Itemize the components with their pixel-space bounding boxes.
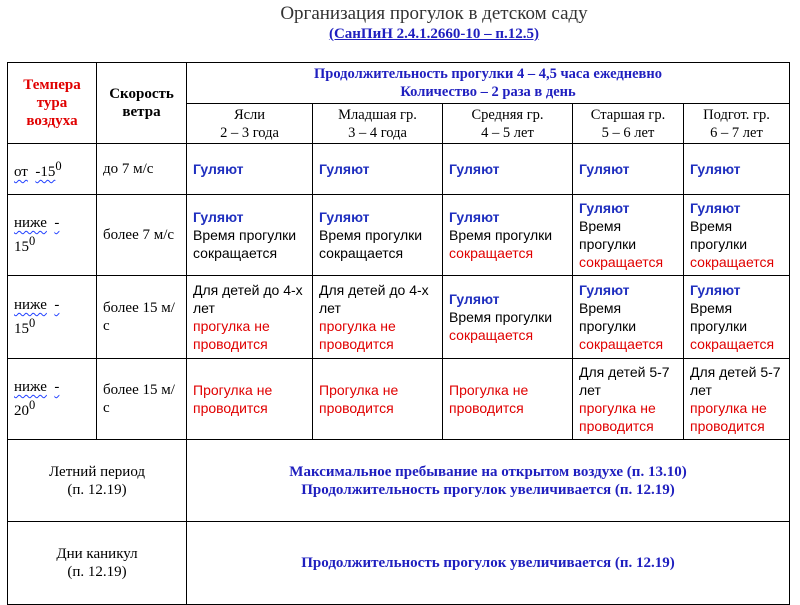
group-name: Подгот. гр.: [703, 106, 770, 123]
status-warning: прогулка не проводится: [319, 318, 396, 352]
status-walk: Гуляют: [690, 161, 741, 177]
group-age: 5 – 6 лет: [601, 124, 655, 141]
status-warning: сокращается: [449, 245, 534, 261]
status-cell: [187, 195, 313, 276]
status-walk: Гуляют: [579, 282, 630, 298]
status-cell: [187, 144, 313, 195]
status-cell: [443, 276, 573, 359]
wind-cell: более 15 м/с: [97, 276, 187, 359]
temperature-cell: [8, 195, 97, 276]
status-cell: [573, 359, 684, 440]
table-row: [8, 359, 790, 440]
temp-number: 20: [14, 403, 29, 419]
status-note: Время прогулки: [579, 218, 637, 252]
status-walk: Гуляют: [579, 161, 630, 177]
temperature-cell: [8, 276, 97, 359]
temp-value: -: [54, 379, 60, 395]
status-cell: [684, 359, 790, 440]
status-warning: прогулка не проводится: [690, 400, 767, 434]
temp-number: 15: [14, 321, 29, 337]
status-cell: [684, 144, 790, 195]
temp-number: 15: [14, 239, 29, 255]
status-cell: [443, 359, 573, 440]
status-note: Для детей 5-7 лет: [690, 364, 781, 398]
group-age: 4 – 5 лет: [481, 124, 534, 141]
temp-prefix: ниже: [14, 215, 47, 231]
temp-degree: 0: [29, 316, 36, 330]
temp-prefix: ниже: [14, 379, 47, 395]
summer-ref: (п. 12.19): [67, 481, 127, 498]
status-cell: [313, 276, 443, 359]
status-walk: Гуляют: [193, 161, 244, 177]
temp-degree: 0: [55, 159, 62, 173]
header-temperature: Темпера тура воздуха: [8, 63, 97, 144]
header-wind: Скорость ветра: [97, 63, 187, 144]
group-header: [573, 104, 684, 144]
holidays-label: Дни каникул: [56, 546, 138, 562]
status-warning: Прогулка не проводится: [319, 382, 399, 416]
status-warning: сокращается: [579, 254, 664, 270]
temp-value: -: [54, 215, 60, 231]
walk-schedule-table: [7, 62, 790, 605]
temp-prefix: от: [14, 164, 28, 180]
status-walk: Гуляют: [690, 200, 741, 216]
status-cell: [684, 195, 790, 276]
status-cell: [443, 195, 573, 276]
summer-line2: Продолжительность прогулок увеличивается (п. 12.19): [301, 481, 675, 498]
group-header: [187, 104, 313, 144]
status-warning: прогулка не проводится: [579, 400, 656, 434]
table-row: [8, 144, 790, 195]
group-name: Старшая гр.: [590, 106, 666, 123]
status-cell: [573, 195, 684, 276]
status-walk: Гуляют: [449, 291, 500, 307]
summer-row: [8, 440, 790, 522]
status-cell: [443, 144, 573, 195]
temp-value: -15: [35, 164, 56, 180]
status-warning: Прогулка не проводится: [193, 382, 273, 416]
status-cell: [313, 359, 443, 440]
status-warning: прогулка не проводится: [193, 318, 270, 352]
header-duration-line1: Продолжительность прогулки 4 – 4,5 часа ежедневно: [314, 66, 662, 82]
group-header: [313, 104, 443, 144]
status-note: Для детей до 4-х лет: [319, 282, 429, 316]
status-cell: [313, 144, 443, 195]
status-warning: сокращается: [579, 336, 664, 352]
group-header: [443, 104, 573, 144]
status-note: Время прогулки: [690, 300, 748, 334]
group-name: Средняя гр.: [471, 106, 544, 123]
status-warning: сокращается: [449, 327, 534, 343]
status-walk: Гуляют: [449, 161, 500, 177]
temp-degree: 0: [29, 234, 36, 248]
status-warning: сокращается: [690, 336, 775, 352]
status-cell: [573, 144, 684, 195]
wind-cell: более 7 м/с: [97, 195, 187, 276]
status-walk: Гуляют: [579, 200, 630, 216]
status-walk: Гуляют: [319, 161, 370, 177]
page-subtitle: (СанПиН 2.4.1.2660-10 – п.12.5): [328, 26, 540, 42]
status-cell: [684, 276, 790, 359]
status-note: Время прогулки: [690, 218, 748, 252]
temp-value: -: [54, 297, 60, 313]
summer-label: Летний период: [48, 463, 146, 480]
status-walk: Гуляют: [449, 209, 500, 225]
header-duration-line2: Количество – 2 раза в день: [400, 84, 576, 100]
holidays-label-cell: [8, 522, 187, 605]
holidays-row: [8, 522, 790, 605]
status-cell: [187, 359, 313, 440]
temp-prefix: ниже: [14, 297, 47, 313]
summer-line1: Максимальное пребывание на открытом воздухе (п. 13.10): [289, 463, 687, 480]
holidays-line1: Продолжительность прогулок увеличивается (п. 12.19): [301, 555, 675, 571]
status-note: Время прогулки сокращается: [319, 227, 423, 261]
status-note: Время прогулки: [579, 300, 637, 334]
summer-label-cell: [8, 440, 187, 522]
status-note: Время прогулки сокращается: [193, 227, 297, 261]
group-age: 6 – 7 лет: [710, 124, 763, 141]
group-name: Ясли: [233, 106, 266, 123]
temp-degree: 0: [29, 398, 36, 412]
status-cell: [313, 195, 443, 276]
status-note: Время прогулки: [449, 309, 553, 325]
status-note: Для детей 5-7 лет: [579, 364, 670, 398]
status-walk: Гуляют: [319, 209, 370, 225]
status-walk: Гуляют: [690, 282, 741, 298]
table-row: [8, 195, 790, 276]
group-name: Младшая гр.: [338, 106, 417, 123]
status-note: Для детей до 4-х лет: [193, 282, 303, 316]
status-warning: сокращается: [690, 254, 775, 270]
page-title: Организация прогулок в детском саду: [280, 3, 588, 24]
temperature-cell: [8, 359, 97, 440]
status-note: Время прогулки: [449, 227, 553, 243]
group-header: [684, 104, 790, 144]
header-duration: [187, 63, 790, 104]
status-cell: [187, 276, 313, 359]
wind-cell: более 15 м/с: [97, 359, 187, 440]
table-row: [8, 276, 790, 359]
holidays-ref: (п. 12.19): [67, 564, 127, 580]
holidays-value-cell: [187, 522, 790, 605]
status-cell: [573, 276, 684, 359]
wind-cell: до 7 м/с: [97, 144, 187, 195]
group-age: 3 – 4 года: [348, 124, 407, 141]
status-warning: Прогулка не проводится: [449, 382, 529, 416]
group-age: 2 – 3 года: [220, 124, 279, 141]
temperature-cell: [8, 144, 97, 195]
status-walk: Гуляют: [193, 209, 244, 225]
summer-value-cell: [187, 440, 790, 522]
